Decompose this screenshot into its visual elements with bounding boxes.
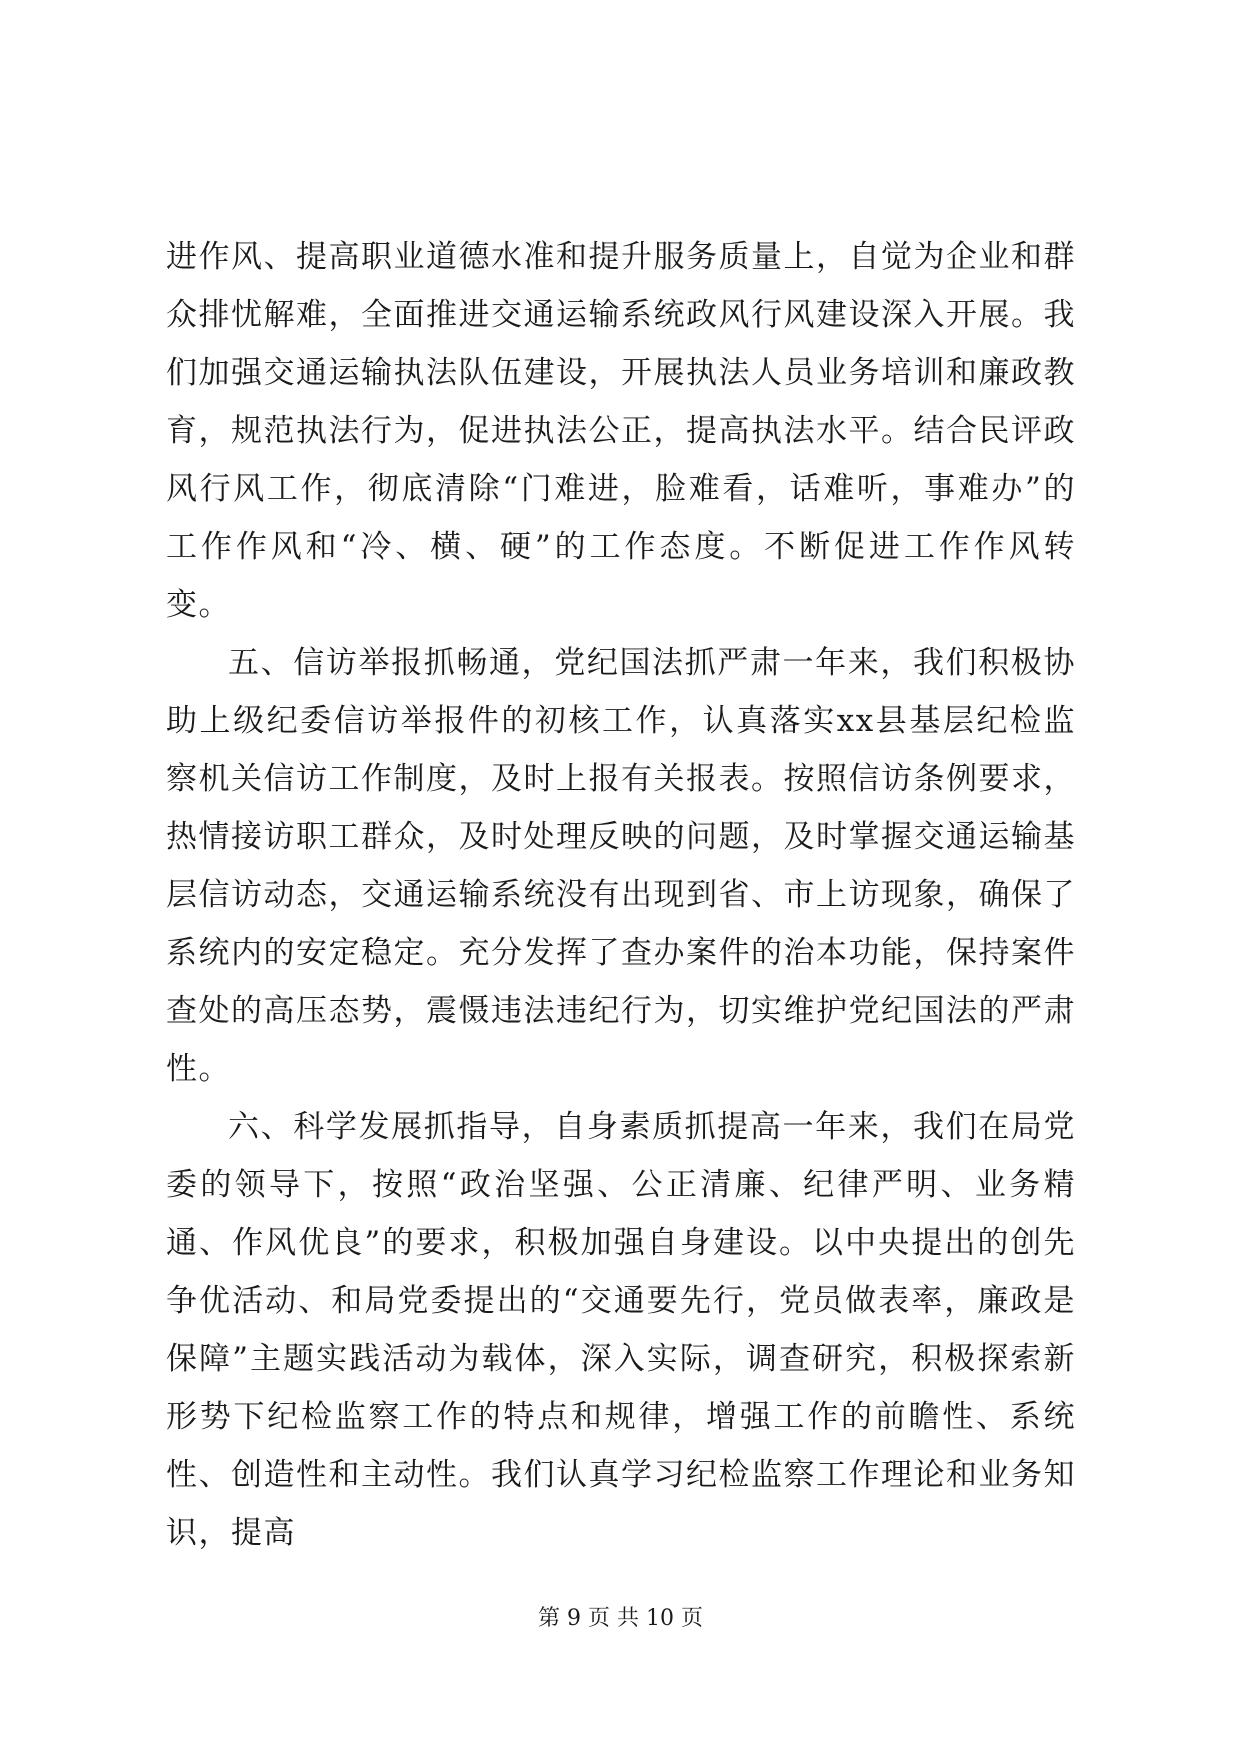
page-number-footer: 第 9 页 共 10 页 [538, 1606, 703, 1631]
paragraph-section-five: 五、信访举报抓畅通，党纪国法抓严肃一年来，我们积极协助上级纪委信访举报件的初核工作，认真落实xx县基层纪检监察机关信访工作制度，及时上报有关报表。按照信访条例要求，热情接访职工群众，及时处理反映的问题，及时掌握交通运输基层信访动态，交通运输系统没有出现到省、市上访现象，确保了系统内的安定稳定。充分发挥了查办案件的治本功能，保持案件查处的高压态势，震慑违法违纪行为，切实维护党纪国法的严肃性。 [166, 645, 1076, 1087]
paragraph-continuation: 进作风、提高职业道德水准和提升服务质量上，自觉为企业和群众排忧解难，全面推进交通运输系统政风行风建设深入开展。我们加强交通运输执法队伍建设，开展执法人员业务培训和廉政教育，规范执法行为，促进执法公正，提高执法水平。结合民评政风行风工作，彻底清除“门难进，脸难看，话难听，事难办”的工作作风和“冷、横、硬”的工作态度。不断促进工作作风转变。 [166, 239, 1076, 623]
paragraph-section-six: 六、科学发展抓指导，自身素质抓提高一年来，我们在局党委的领导下，按照“政治坚强、公正清廉、纪律严明、业务精通、作风优良”的要求，积极加强自身建设。以中央提出的创先争优活动、和局党委提出的“交通要先行，党员做表率，廉政是保障”主题实践活动为载体，深入实际，调查研究，积极探索新形势下纪检监察工作的特点和规律，增强工作的前瞻性、系统性、创造性和主动性。我们认真学习纪检监察工作理论和业务知识，提高 [166, 1109, 1076, 1551]
document-body [166, 228, 1076, 1562]
